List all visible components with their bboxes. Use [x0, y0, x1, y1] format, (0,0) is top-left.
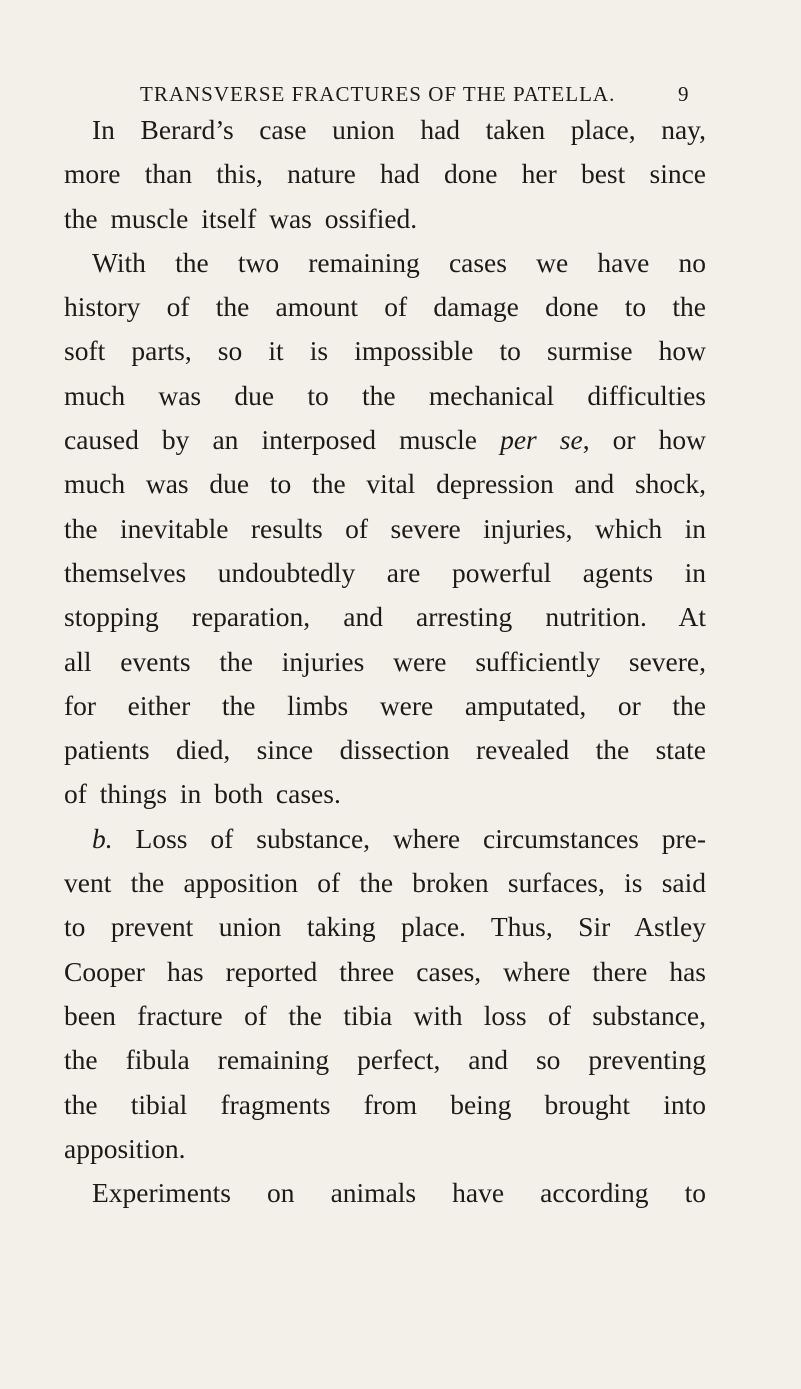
text-line: much was due to the mechanical difficulties: [64, 379, 706, 411]
text-line: themselves undoubtedly are powerful agents in: [64, 556, 706, 588]
text-line: history of the amount of damage done to the: [64, 291, 706, 323]
text-line: b. Loss of substance, where circumstances pre-: [92, 822, 706, 854]
text-line: the fibula remaining perfect, and so preventing: [64, 1044, 706, 1076]
text-line: Experiments on animals have according to: [92, 1177, 706, 1209]
text-line: much was due to the vital depression and shock,: [64, 468, 706, 500]
text-line: the tibial fragments from being brought into: [64, 1088, 706, 1120]
text-line: With the two remaining cases we have no: [92, 246, 706, 278]
page-number: 9: [678, 82, 689, 106]
text-line: In Berard’s case union had taken place, nay,: [92, 114, 706, 145]
italic-latin-phrase: per se: [500, 424, 583, 456]
text-line: stopping reparation, and arresting nutrition. At: [64, 601, 706, 633]
running-title: TRANSVERSE FRACTURES OF THE PATELLA.: [140, 82, 616, 106]
text-line: more than this, nature had done her best since: [64, 158, 706, 190]
text-line: apposition.: [64, 1132, 186, 1164]
text-line: of things in both cases.: [64, 778, 341, 810]
section-marker: b.: [92, 822, 113, 854]
text-line: Cooper has reported three cases, where there has: [64, 955, 706, 987]
text-line: soft parts, so it is impossible to surmise how: [64, 335, 706, 367]
text-line: the muscle itself was ossified.: [64, 202, 418, 234]
text-line: to prevent union taking place. Thus, Sir Astley: [64, 911, 706, 943]
text-line: caused by an interposed muscle per se, or how: [64, 424, 706, 456]
text-line: vent the apposition of the broken surfaces, is said: [64, 867, 706, 899]
text-line: all events the injuries were sufficiently severe,: [64, 645, 706, 677]
body-text: [64, 108, 706, 1215]
text-line: patients died, since dissection revealed the state: [64, 734, 706, 766]
text-line: the inevitable results of severe injuries, which in: [64, 512, 706, 544]
text-line: for either the limbs were amputated, or the: [64, 689, 706, 721]
text-line: been fracture of the tibia with loss of substance,: [64, 999, 706, 1031]
